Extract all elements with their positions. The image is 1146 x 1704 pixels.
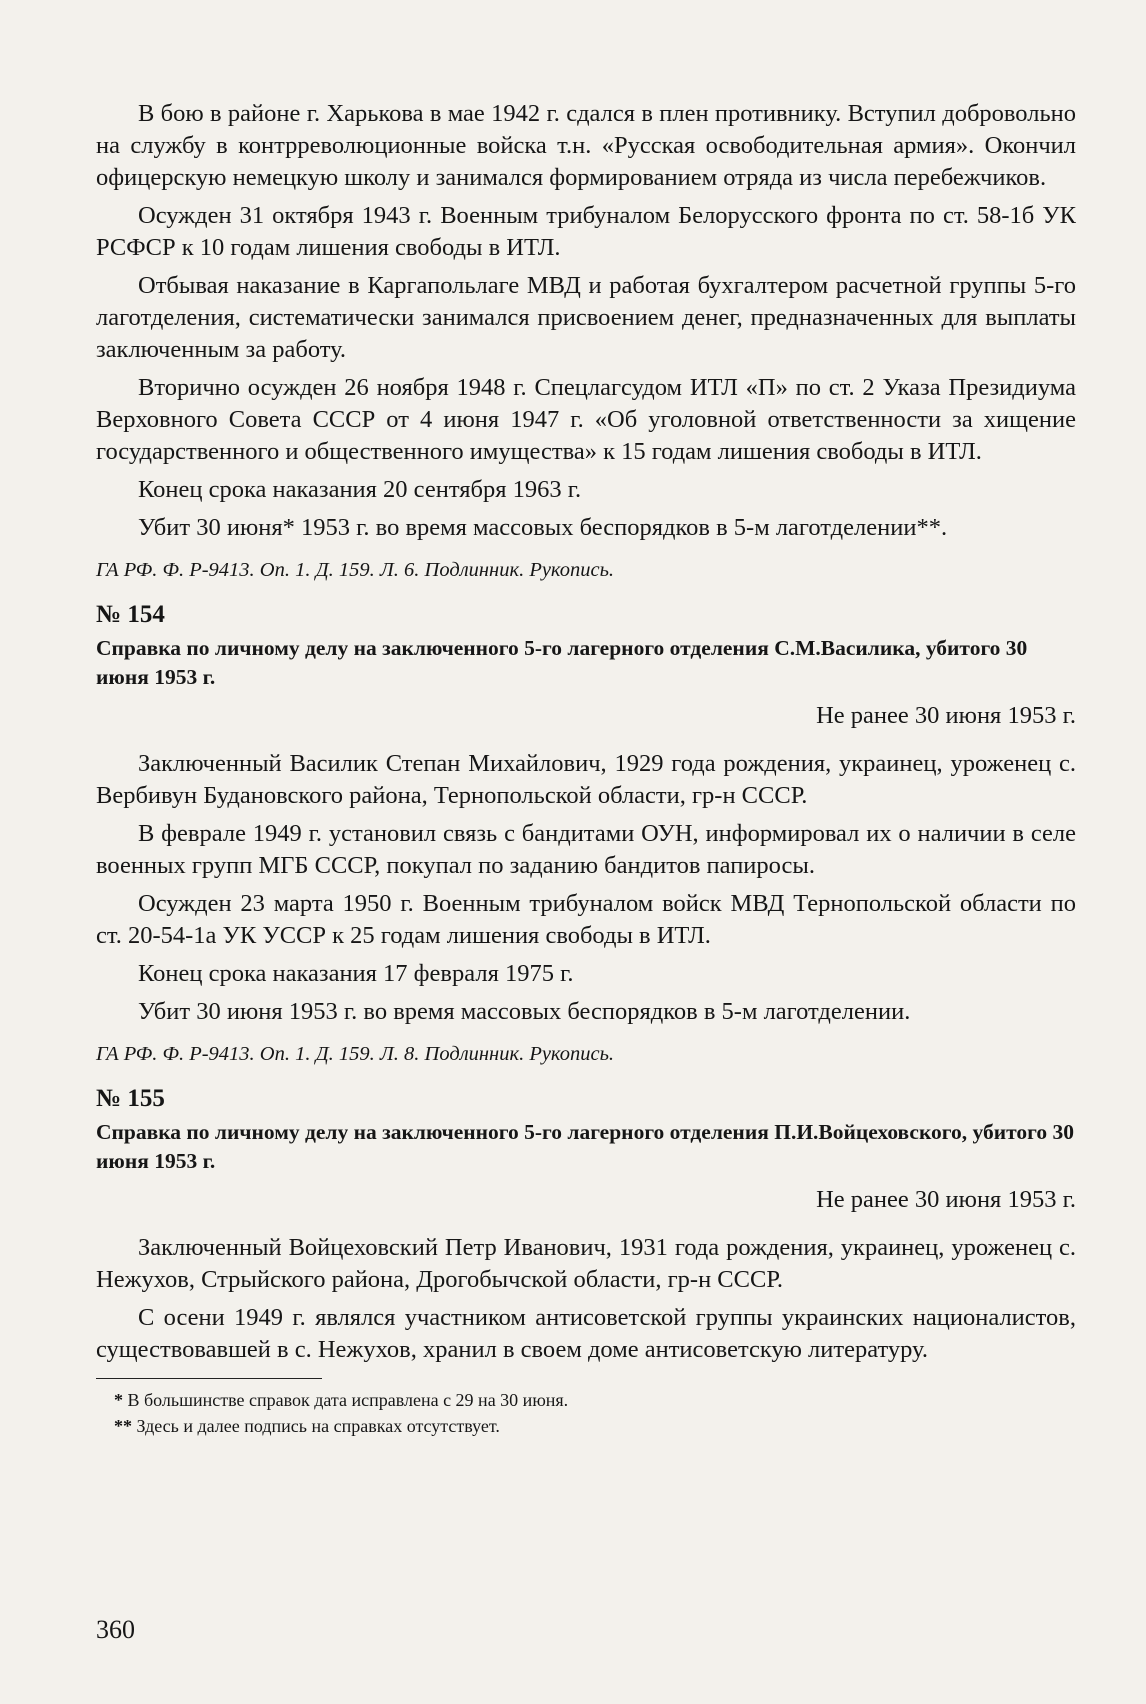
document-number: № 154 <box>96 601 165 628</box>
archive-source: ГА РФ. Ф. Р-9413. Оп. 1. Д. 159. Л. 6. Подлинник. Рукопись. <box>96 559 615 581</box>
document-title: Справка по личному делу на заключенного 5-го лагерного отделения С.М.Василика, убитого 30 июня 1953 г. <box>96 636 1028 689</box>
paragraph: Заключенный Василик Степан Михайлович, 1929 года рождения, украинец, уроженец с. Вербивун Будановского района, Тернопольской области, гр-н СССР. <box>96 750 1076 809</box>
document-155 <box>96 1084 1076 1366</box>
footnote-divider <box>96 1378 322 1379</box>
archive-source: ГА РФ. Ф. Р-9413. Оп. 1. Д. 159. Л. 8. Подлинник. Рукопись. <box>96 1043 615 1065</box>
page-content <box>96 98 1076 1439</box>
document-date: Не ранее 30 июня 1953 г. <box>816 1186 1076 1213</box>
paragraph: Убит 30 июня 1953 г. во время массовых беспорядков в 5-м лаготделении. <box>138 998 911 1025</box>
paragraph: В феврале 1949 г. установил связь с бандитами ОУН, информировал их о наличии в селе военных групп МГБ СССР, покупал по заданию бандитов папиросы. <box>96 820 1076 879</box>
footnote <box>96 1413 1076 1439</box>
paragraph: Осужден 23 марта 1950 г. Военным трибуналом войск МВД Тернопольской области по ст. 20-54-1а УК УССР к 25 годам лишения свободы в ИТЛ. <box>96 890 1076 949</box>
footnote-text: Здесь и далее подпись на справках отсутствует. <box>136 1416 500 1436</box>
paragraph: Осужден 31 октября 1943 г. Военным трибуналом Белорусского фронта по ст. 58-1б УК РСФСР к 10 годам лишения свободы в ИТЛ. <box>96 202 1076 261</box>
document-number: № 155 <box>96 1085 165 1112</box>
intro-continuation <box>96 98 1076 584</box>
footnote-text: В большинстве справок дата исправлена с 29 на 30 июня. <box>127 1390 569 1410</box>
page-number: 360 <box>96 1615 135 1644</box>
footnote-mark: ** <box>114 1416 132 1436</box>
document-154 <box>96 600 1076 1068</box>
paragraph: Отбывая наказание в Каргапольлаге МВД и работая бухгалтером расчетной группы 5-го лаготделения, систематически занимался присвоением денег, предназначенных для выплаты заключенным за работу. <box>96 272 1076 363</box>
paragraph: Вторично осужден 26 ноября 1948 г. Спецлагсудом ИТЛ «П» по ст. 2 Указа Президиума Верховного Совета СССР от 4 июня 1947 г. «Об уголовной ответственности за хищение государственного и общественного имущества» к 15 годам лишения свободы в ИТЛ. <box>96 374 1076 465</box>
paragraph: Заключенный Войцеховский Петр Иванович, 1931 года рождения, украинец, уроженец с. Нежухов, Стрыйского района, Дрогобычской области, гр-н СССР. <box>96 1234 1076 1293</box>
paragraph: Убит 30 июня* 1953 г. во время массовых беспорядков в 5-м лаготделении**. <box>138 514 948 541</box>
footnote <box>96 1387 1076 1413</box>
document-title: Справка по личному делу на заключенного 5-го лагерного отделения П.И.Войцеховского, убитого 30 июня 1953 г. <box>96 1120 1075 1173</box>
document-date: Не ранее 30 июня 1953 г. <box>816 702 1076 729</box>
paragraph: Конец срока наказания 20 сентября 1963 г. <box>138 476 582 503</box>
paragraph: В бою в районе г. Харькова в мае 1942 г. сдался в плен противнику. Вступил добровольно на службу в контрреволюционные войска т.н. «Русская освободительная армия». Окончил офицерскую немецкую школу и занимался формированием отряда из числа перебежчиков. <box>96 100 1076 191</box>
paragraph: Конец срока наказания 17 февраля 1975 г. <box>138 960 574 987</box>
footnote-mark: * <box>114 1390 123 1410</box>
paragraph: С осени 1949 г. являлся участником антисоветской группы украинских националистов, существовавшей в с. Нежухов, хранил в своем доме антисоветскую литературу. <box>96 1304 1076 1363</box>
